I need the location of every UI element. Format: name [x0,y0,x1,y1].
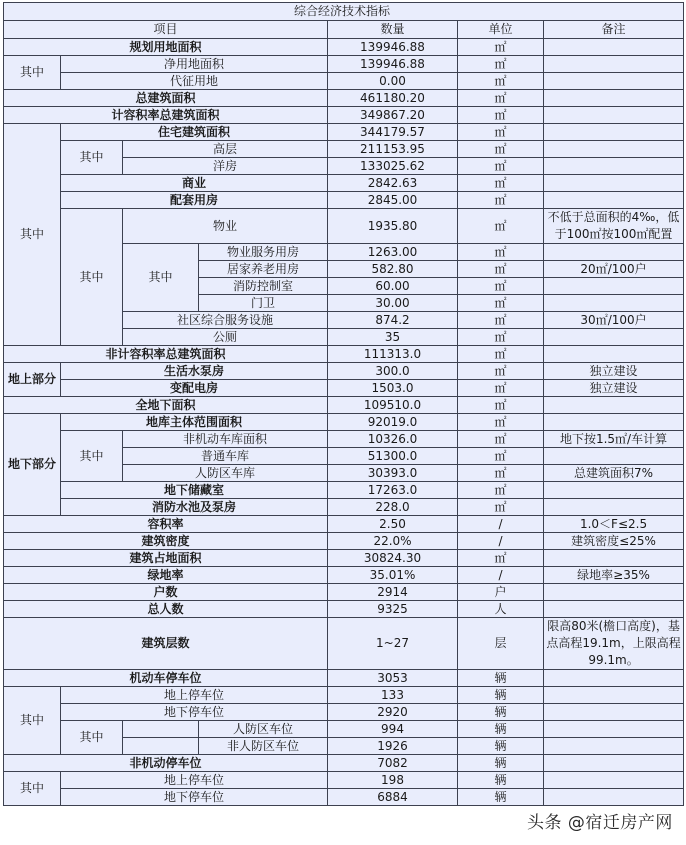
group-label-below-ground: 地下部分 [4,414,61,516]
row-qty: 3053 [328,670,458,687]
row-note [544,601,684,618]
row-note [544,90,684,107]
row-qty: 35 [328,329,458,346]
row-qty: 0.00 [328,73,458,90]
row-qty: 1263.00 [328,244,458,261]
row-qty: 874.2 [328,312,458,329]
row-label: 户数 [4,584,328,601]
row-note: 1.0＜F≤2.5 [544,516,684,533]
row-label: 居家养老用房 [199,261,328,278]
row-qty: 582.80 [328,261,458,278]
row-unit: 辆 [458,738,544,755]
row-note: 地下按1.5㎡/车计算 [544,431,684,448]
row-qty: 139946.88 [328,56,458,73]
row-unit: 辆 [458,704,544,721]
row-note: 不低于总面积的4‰，低于100㎡按100㎡配置 [544,209,684,244]
row-note [544,346,684,363]
row-note [544,704,684,721]
row-qty: 228.0 [328,499,458,516]
row-note [544,789,684,806]
row-label: 机动车停车位 [4,670,328,687]
row-label: 人防区车位 [199,721,328,738]
row-qty: 22.0% [328,533,458,550]
row-qty: 30393.0 [328,465,458,482]
row-note [544,550,684,567]
row-label: 建筑层数 [4,618,328,670]
row-qty: 211153.95 [328,141,458,158]
row-qty: 92019.0 [328,414,458,431]
row-label: 规划用地面积 [4,39,328,56]
row-unit: ㎡ [458,90,544,107]
empty-cell [123,738,199,755]
row-unit: 辆 [458,670,544,687]
row-label: 建筑密度 [4,533,328,550]
row-label: 建筑占地面积 [4,550,328,567]
row-unit: ㎡ [458,397,544,414]
row-unit: ㎡ [458,482,544,499]
row-qty: 111313.0 [328,346,458,363]
row-qty: 7082 [328,755,458,772]
row-unit: 辆 [458,687,544,704]
row-unit: ㎡ [458,124,544,141]
row-qty: 2.50 [328,516,458,533]
row-note [544,397,684,414]
row-unit: ㎡ [458,363,544,380]
row-label: 非计容积率总建筑面积 [4,346,328,363]
row-note [544,329,684,346]
row-label: 变配电房 [61,380,328,397]
row-qty: 1935.80 [328,209,458,244]
row-unit: ㎡ [458,431,544,448]
row-qty: 9325 [328,601,458,618]
group-label: 其中 [4,124,61,346]
row-label: 洋房 [123,158,328,175]
group-label: 其中 [4,687,61,755]
row-unit: ㎡ [458,107,544,124]
row-label: 地上停车位 [61,687,328,704]
row-note: 限高80米(檐口高度)，基点高程19.1m，上限高程99.1m。 [544,618,684,670]
row-label: 非机动车库面积 [123,431,328,448]
row-note [544,73,684,90]
group-label: 其中 [4,772,61,806]
row-label: 社区综合服务设施 [123,312,328,329]
row-note: 30㎡/100户 [544,312,684,329]
row-unit: / [458,516,544,533]
row-note: 绿地率≥35% [544,567,684,584]
row-unit: 户 [458,584,544,601]
row-note [544,670,684,687]
group-label: 其中 [4,56,61,90]
row-note: 总建筑面积7% [544,465,684,482]
row-unit: ㎡ [458,209,544,244]
row-qty: 1926 [328,738,458,755]
row-note [544,295,684,312]
row-qty: 1~27 [328,618,458,670]
row-qty: 30.00 [328,295,458,312]
row-label: 地下停车位 [61,789,328,806]
row-unit: ㎡ [458,465,544,482]
row-unit: ㎡ [458,499,544,516]
row-unit: ㎡ [458,39,544,56]
row-label: 地上停车位 [61,772,328,789]
group-label: 其中 [61,721,123,755]
row-note [544,482,684,499]
row-label: 地库主体范围面积 [61,414,328,431]
row-unit: ㎡ [458,448,544,465]
row-qty: 2914 [328,584,458,601]
row-qty: 6884 [328,789,458,806]
row-unit: ㎡ [458,158,544,175]
header-item: 项目 [4,21,328,39]
row-label: 地下储藏室 [61,482,328,499]
row-unit: 人 [458,601,544,618]
economic-indicators-table [3,2,684,806]
row-note [544,244,684,261]
row-unit: ㎡ [458,261,544,278]
row-label: 高层 [123,141,328,158]
row-unit: ㎡ [458,175,544,192]
row-note [544,192,684,209]
row-qty: 1503.0 [328,380,458,397]
row-label: 代征用地 [61,73,328,90]
row-qty: 139946.88 [328,39,458,56]
row-qty: 60.00 [328,278,458,295]
row-note [544,107,684,124]
row-label: 公厕 [123,329,328,346]
row-note [544,721,684,738]
row-label: 净用地面积 [61,56,328,73]
header-qty: 数量 [328,21,458,39]
row-label: 消防控制室 [199,278,328,295]
row-unit: / [458,533,544,550]
row-label: 物业 [123,209,328,244]
row-qty: 133 [328,687,458,704]
row-unit: ㎡ [458,346,544,363]
row-note [544,584,684,601]
row-qty: 461180.20 [328,90,458,107]
empty-cell [123,721,199,738]
row-unit: ㎡ [458,380,544,397]
row-label: 绿地率 [4,567,328,584]
row-note [544,687,684,704]
row-note: 独立建设 [544,380,684,397]
header-unit: 单位 [458,21,544,39]
row-qty: 349867.20 [328,107,458,124]
row-unit: 辆 [458,755,544,772]
row-note [544,772,684,789]
row-label: 门卫 [199,295,328,312]
group-label: 其中 [61,209,123,346]
row-qty: 2920 [328,704,458,721]
row-qty: 133025.62 [328,158,458,175]
row-label: 非人防区车位 [199,738,328,755]
row-qty: 30824.30 [328,550,458,567]
row-note [544,738,684,755]
row-qty: 2842.63 [328,175,458,192]
row-unit: 辆 [458,721,544,738]
row-label: 地下停车位 [61,704,328,721]
row-note [544,448,684,465]
group-label: 其中 [61,431,123,482]
row-note: 建筑密度≤25% [544,533,684,550]
row-unit: ㎡ [458,192,544,209]
row-unit: ㎡ [458,73,544,90]
row-label: 容积率 [4,516,328,533]
header-note: 备注 [544,21,684,39]
group-label: 其中 [123,244,199,312]
row-unit: ㎡ [458,550,544,567]
row-note [544,278,684,295]
row-label: 生活水泵房 [61,363,328,380]
row-label: 计容积率总建筑面积 [4,107,328,124]
row-note [544,56,684,73]
row-label: 非机动停车位 [4,755,328,772]
row-unit: / [458,567,544,584]
table-title: 综合经济技术指标 [4,3,684,21]
row-note [544,175,684,192]
row-unit: ㎡ [458,244,544,261]
row-unit: ㎡ [458,141,544,158]
row-qty: 344179.57 [328,124,458,141]
row-label: 消防水池及泵房 [61,499,328,516]
row-unit: ㎡ [458,295,544,312]
row-qty: 17263.0 [328,482,458,499]
row-qty: 300.0 [328,363,458,380]
row-unit: 层 [458,618,544,670]
row-label: 全地下面积 [4,397,328,414]
row-qty: 198 [328,772,458,789]
row-label: 商业 [61,175,328,192]
row-qty: 10326.0 [328,431,458,448]
row-label: 普通车库 [123,448,328,465]
row-unit: 辆 [458,789,544,806]
row-label: 总人数 [4,601,328,618]
row-note: 独立建设 [544,363,684,380]
row-note [544,39,684,56]
row-note [544,141,684,158]
row-unit: 辆 [458,772,544,789]
row-note: 20㎡/100户 [544,261,684,278]
row-label: 总建筑面积 [4,90,328,107]
row-note [544,414,684,431]
row-qty: 51300.0 [328,448,458,465]
group-label: 其中 [61,141,123,175]
row-unit: ㎡ [458,312,544,329]
row-note [544,499,684,516]
watermark: 头条 @宿迁房产网 [527,813,673,833]
group-label-above-ground: 地上部分 [4,363,61,397]
row-qty: 2845.00 [328,192,458,209]
row-qty: 109510.0 [328,397,458,414]
row-unit: ㎡ [458,329,544,346]
row-label: 住宅建筑面积 [61,124,328,141]
row-unit: ㎡ [458,56,544,73]
row-note [544,124,684,141]
row-label: 配套用房 [61,192,328,209]
row-label: 人防区车库 [123,465,328,482]
row-unit: ㎡ [458,414,544,431]
row-qty: 35.01% [328,567,458,584]
row-qty: 994 [328,721,458,738]
row-note [544,755,684,772]
row-unit: ㎡ [458,278,544,295]
row-note [544,158,684,175]
row-label: 物业服务用房 [199,244,328,261]
